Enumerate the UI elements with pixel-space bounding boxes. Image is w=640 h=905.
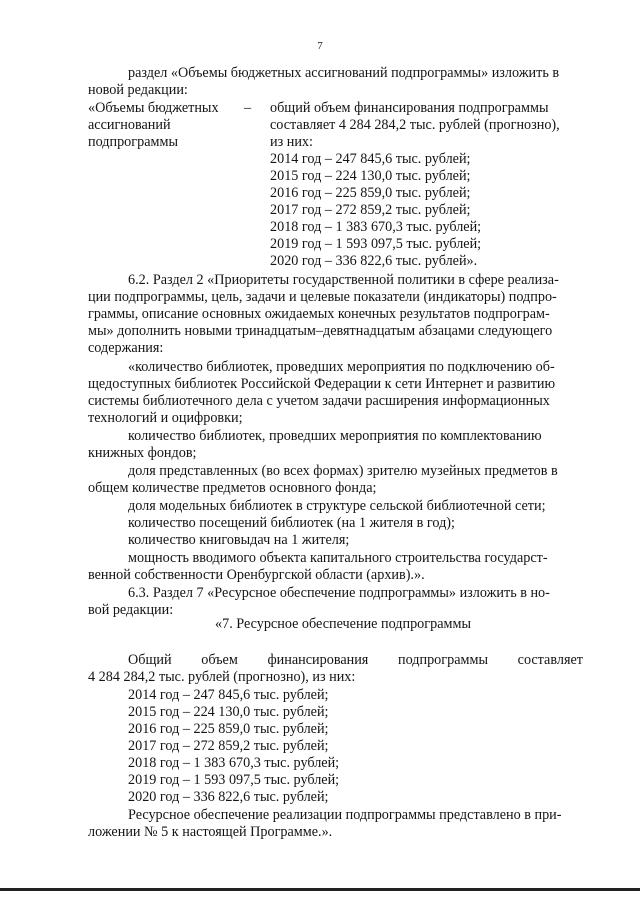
paragraph-line: технологий и оцифровки;: [88, 410, 243, 426]
funding-word: объем: [201, 652, 238, 668]
intro-line: раздел «Объемы бюджетных ассигнований подпрограммы» изложить в: [128, 65, 560, 81]
section-62-line: содержания:: [88, 340, 164, 356]
table-right-line: составляет 4 284 284,2 тыс. рублей (прогнозно),: [270, 117, 560, 133]
table-dash: –: [244, 100, 252, 116]
table-right-line: 2019 год – 1 593 097,5 тыс. рублей;: [270, 236, 482, 252]
funding-word: финансирования: [267, 652, 369, 668]
paragraph-line: общем количестве предметов основного фонда;: [88, 480, 377, 496]
paragraph-line: «количество библиотек, проведших мероприятия по подключению об-: [128, 359, 555, 375]
section-62-line: ции подпрограммы, цель, задачи и целевые показатели (индикаторы) подпро-: [88, 289, 557, 305]
paragraph-line: венной собственности Оренбургской области (архив).».: [88, 567, 425, 583]
paragraph-line: системы библиотечного дела с учетом задачи расширения информационных: [88, 393, 550, 409]
page-number: 7: [317, 40, 323, 52]
table-right-line: 2018 год – 1 383 670,3 тыс. рублей;: [270, 219, 482, 235]
funding-year-line: 2018 год – 1 383 670,3 тыс. рублей;: [128, 755, 340, 771]
paragraph-line: мощность вводимого объекта капитального строительства государст-: [128, 550, 548, 566]
table-left-cell: «Объемы бюджетных: [88, 100, 219, 116]
section-62-line: 6.2. Раздел 2 «Приоритеты государственной политики в сфере реализа-: [128, 272, 559, 288]
paragraph-line: книжных фондов;: [88, 445, 197, 461]
table-right-line: 2017 год – 272 859,2 тыс. рублей;: [270, 202, 471, 218]
table-left-cell: подпрограммы: [88, 134, 178, 150]
bottom-rule: [0, 888, 640, 891]
closing-line: ложении № 5 к настоящей Программе.».: [88, 824, 333, 840]
paragraph-line: щедоступных библиотек Российской Федерации к сети Интернет и развитию: [88, 376, 556, 392]
funding-year-line: 2015 год – 224 130,0 тыс. рублей;: [128, 704, 329, 720]
funding-total-line: 4 284 284,2 тыс. рублей (прогнозно), из них:: [88, 669, 356, 685]
funding-year-line: 2017 год – 272 859,2 тыс. рублей;: [128, 738, 329, 754]
funding-year-line: 2014 год – 247 845,6 тыс. рублей;: [128, 687, 329, 703]
funding-word: Общий: [128, 652, 172, 668]
table-right-line: 2014 год – 247 845,6 тыс. рублей;: [270, 151, 471, 167]
section-63-line: 6.3. Раздел 7 «Ресурсное обеспечение подпрограммы» изложить в но-: [128, 585, 550, 601]
table-right-line: 2015 год – 224 130,0 тыс. рублей;: [270, 168, 471, 184]
section-63-line: вой редакции:: [88, 602, 174, 618]
table-right-line: общий объем финансирования подпрограммы: [270, 100, 549, 116]
paragraph-line: количество книговыдач на 1 жителя;: [128, 532, 350, 548]
paragraph-line: доля модельных библиотек в структуре сельской библиотечной сети;: [128, 498, 546, 514]
paragraph-line: количество посещений библиотек (на 1 жителя в год);: [128, 515, 455, 531]
closing-line: Ресурсное обеспечение реализации подпрограммы представлено в при-: [128, 807, 562, 823]
funding-year-line: 2016 год – 225 859,0 тыс. рублей;: [128, 721, 329, 737]
section-62-line: мы» дополнить новыми тринадцатым–девятнадцатым абзацами следующего: [88, 323, 553, 339]
intro-line: новой редакции:: [88, 82, 188, 98]
funding-year-line: 2020 год – 336 822,6 тыс. рублей;: [128, 789, 329, 805]
table-right-line: 2016 год – 225 859,0 тыс. рублей;: [270, 185, 471, 201]
funding-first-line: [128, 652, 583, 669]
paragraph-line: количество библиотек, проведших мероприятия по комплектованию: [128, 428, 542, 444]
table-right-line: 2020 год – 336 822,6 тыс. рублей».: [270, 253, 478, 269]
table-right-line: из них:: [270, 134, 313, 150]
funding-year-line: 2019 год – 1 593 097,5 тыс. рублей;: [128, 772, 340, 788]
section-7-heading: «7. Ресурсное обеспечение подпрограммы: [215, 616, 471, 632]
section-62-line: граммы, описание основных ожидаемых конечных результатов подпрограм-: [88, 306, 550, 322]
table-left-cell: ассигнований: [88, 117, 171, 133]
paragraph-line: доля представленных (во всех формах) зрителю музейных предметов в: [128, 463, 558, 479]
funding-word: подпрограммы: [398, 652, 488, 668]
funding-word: составляет: [517, 652, 583, 668]
